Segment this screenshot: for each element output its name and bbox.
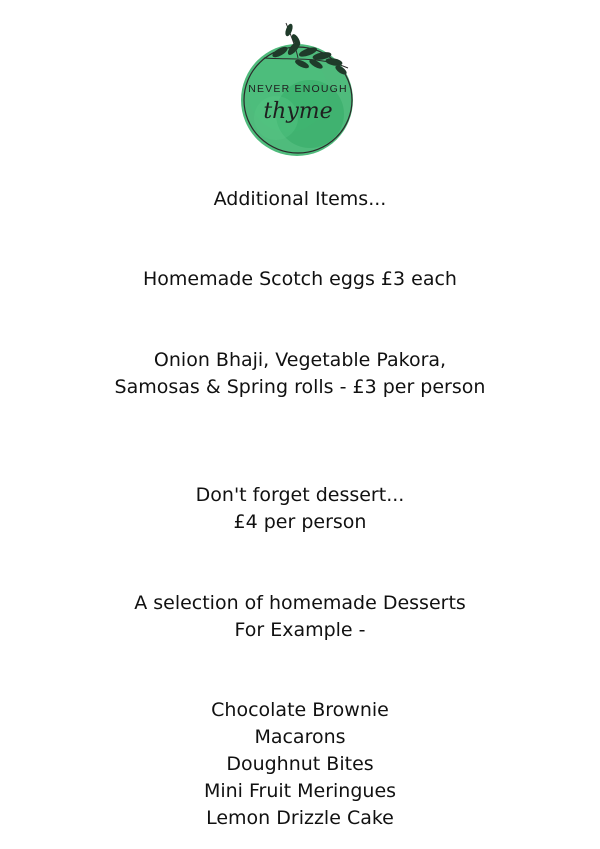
dessert-item-doughnut-bites: Doughnut Bites <box>226 753 374 775</box>
dessert-item-meringues: Mini Fruit Meringues <box>203 780 397 802</box>
scotch-eggs-item: Homemade Scotch eggs £3 each <box>143 268 457 290</box>
dessert-item-lemon-drizzle: Lemon Drizzle Cake <box>206 807 394 829</box>
brand-logo <box>236 18 360 158</box>
logo-graphic <box>236 18 360 158</box>
selection-line-1: A selection of homemade Desserts <box>134 592 466 614</box>
starters-line-2: Samosas & Spring rolls - £3 per person <box>114 376 486 398</box>
logo-text-line1: NEVER ENOUGH <box>248 83 348 95</box>
starters-line-1: Onion Bhaji, Vegetable Pakora, <box>153 349 447 371</box>
additional-items-heading: Additional Items... <box>213 188 387 210</box>
dessert-item-brownie: Chocolate Brownie <box>211 699 389 721</box>
dessert-price: £4 per person <box>233 511 367 533</box>
logo-text-line2: thyme <box>263 99 333 124</box>
selection-line-2: For Example - <box>234 619 366 641</box>
dessert-heading: Don't forget dessert... <box>195 484 405 506</box>
dessert-item-macarons: Macarons <box>254 726 346 748</box>
